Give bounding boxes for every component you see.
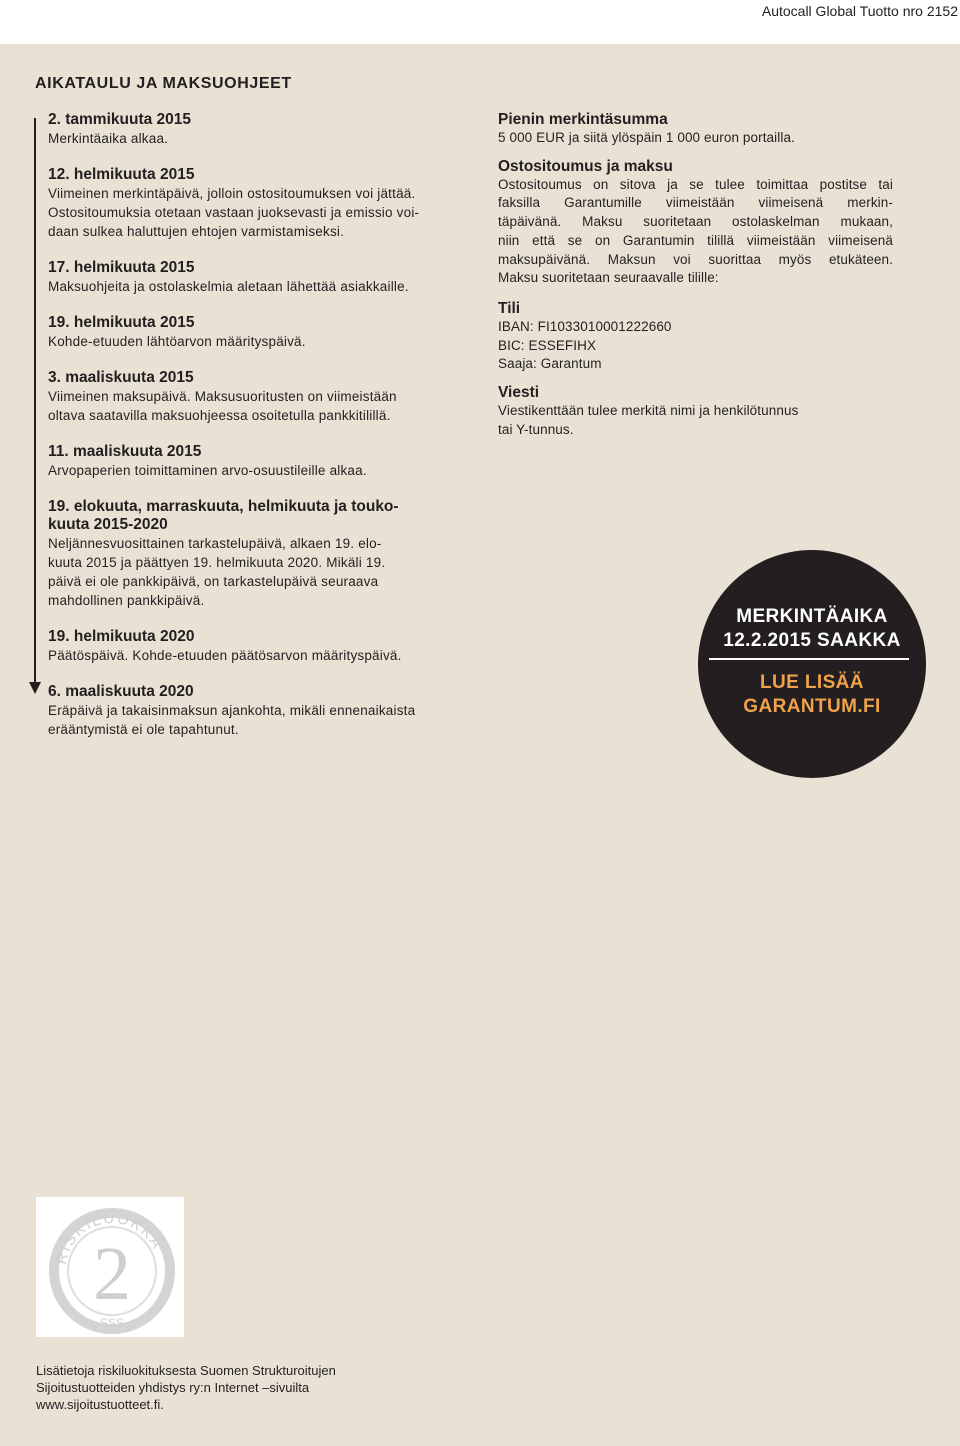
timeline-desc: päivä ei ole pankkipäivä, on tarkastelupäivä seuraava	[48, 574, 379, 589]
order-text: täpäivänä. Maksu suoritetaan ostolaskelman mukaan,	[498, 214, 893, 230]
risk-arc-text: RISKILUOKKA	[53, 1209, 167, 1266]
bic-text: BIC: ESSEFIHX	[498, 337, 597, 353]
timeline-desc: Ostositoumuksia otetaan vastaan juoksevasti ja emissio voi-	[48, 205, 420, 220]
account-heading: Tili	[498, 299, 521, 317]
risk-class-logo	[36, 1197, 184, 1337]
badge-divider	[709, 658, 909, 660]
timeline-date: 3. maaliskuuta 2015	[48, 369, 194, 386]
timeline-date: 19. helmikuuta 2020	[48, 628, 195, 645]
timeline-item	[48, 369, 468, 425]
risk-class-icon	[36, 1197, 184, 1337]
order-text: niin että se on Garantumin tilillä viimeistään viimeisenä	[498, 232, 893, 248]
timeline-desc: mahdollinen pankkipäivä.	[48, 593, 205, 608]
timeline-date: 2. tammikuuta 2015	[48, 111, 192, 128]
timeline-date: 6. maaliskuuta 2020	[48, 683, 194, 700]
timeline-item	[48, 166, 468, 241]
min-amount-text: 5 000 EUR ja siitä ylöspäin 1 000 euron portailla.	[498, 130, 795, 145]
order-heading: Ostositoumus ja maksu	[498, 157, 673, 175]
timeline-desc: oltava saatavilla maksuohjeessa osoitetulla pankkitilillä.	[48, 408, 391, 423]
timeline-desc: Viimeinen maksupäivä. Maksusuoritusten on viimeistään	[48, 389, 397, 404]
section-title: AIKATAULU JA MAKSUOHJEET	[35, 75, 292, 92]
order-text: Maksu suoritetaan seuraavalle tilille:	[498, 270, 719, 286]
timeline-desc: Arvopaperien toimittaminen arvo-osuustileille alkaa.	[48, 463, 367, 478]
min-amount-heading: Pienin merkintäsumma	[498, 111, 668, 128]
subscription-badge	[698, 550, 926, 778]
timeline-desc: Kohde-etuuden lähtöarvon määrityspäivä.	[48, 334, 306, 349]
badge-link-text: GARANTUM.FI	[743, 696, 881, 717]
timeline-desc: Merkintäaika alkaa.	[48, 131, 169, 146]
document-title: Autocall Global Tuotto nro 2152	[761, 3, 958, 19]
timeline-item	[48, 683, 468, 739]
timeline-desc: Maksuohjeita ja ostolaskelmia aletaan lähettää asiakkaille.	[48, 279, 409, 294]
timeline-item	[48, 259, 468, 296]
timeline-date: 12. helmikuuta 2015	[48, 166, 195, 183]
timeline-desc: erääntymistä ei ole tapahtunut.	[48, 722, 239, 737]
badge-line: 12.2.2015 SAAKKA	[723, 630, 901, 651]
badge-link-text: LUE LISÄÄ	[760, 672, 864, 693]
footnote-link[interactable]: www.sijoitustuotteet.fi.	[36, 1397, 164, 1412]
footnote-line: Sijoitustuotteiden yhdistys ry:n Internet –sivuilta	[36, 1380, 310, 1395]
timeline-desc: Neljännesvuosittainen tarkastelupäivä, alkaen 19. elo-	[48, 536, 382, 551]
risk-footnote	[36, 1362, 436, 1413]
message-text: tai Y-tunnus.	[498, 421, 574, 437]
message-heading: Viesti	[498, 384, 540, 402]
timeline-date: 11. maaliskuuta 2015	[48, 443, 202, 460]
timeline-arrow-icon	[29, 682, 41, 694]
timeline-date: 17. helmikuuta 2015	[48, 259, 195, 276]
iban-text: IBAN: FI1033010001222660	[498, 318, 672, 334]
timeline-desc: daan sulkea haluttujen ehtojen varmistamiseksi.	[48, 224, 345, 239]
document-header	[0, 0, 960, 44]
timeline-item	[48, 628, 468, 665]
order-text: faksilla Garantumille viimeistään viimeisenä merkin-	[498, 195, 893, 211]
payee-text: Saaja: Garantum	[498, 356, 602, 372]
timeline-item	[48, 498, 468, 610]
timeline-desc: Päätöspäivä. Kohde-etuuden päätösarvon määrityspäivä.	[48, 648, 402, 663]
message-text: Viestikenttään tulee merkitä nimi ja henkilötunnus	[498, 403, 799, 419]
timeline-item	[48, 314, 468, 351]
footnote-line: Lisätietoja riskiluokituksesta Suomen Strukturoitujen	[36, 1363, 336, 1378]
timeline-line	[34, 118, 36, 684]
risk-number: 2	[93, 1232, 131, 1316]
timeline-desc: Viimeinen merkintäpäivä, jolloin ostositoumuksen voi jättää.	[48, 186, 416, 201]
timeline-item	[48, 111, 468, 148]
timeline-date: 19. helmikuuta 2015	[48, 314, 195, 331]
timeline-date: kuuta 2015-2020	[48, 516, 168, 533]
timeline-date: 19. elokuuta, marraskuuta, helmikuuta ja touko-	[48, 498, 399, 515]
timeline-desc: kuuta 2015 ja päättyen 19. helmikuuta 2020. Mikäli 19.	[48, 555, 386, 570]
badge-line: MERKINTÄAIKA	[736, 606, 888, 627]
order-text: maksupäivänä. Maksun voi suorittaa myös etukäteen.	[498, 251, 893, 267]
payment-info	[498, 111, 893, 439]
order-text: Ostositoumus on sitova ja se tulee toimittaa postitse tai	[498, 176, 893, 192]
timeline-item	[48, 443, 468, 480]
timeline	[48, 111, 468, 739]
risk-mark: SSS	[99, 1316, 125, 1330]
timeline-desc: Eräpäivä ja takaisinmaksun ajankohta, mikäli ennenaikaista	[48, 703, 416, 718]
